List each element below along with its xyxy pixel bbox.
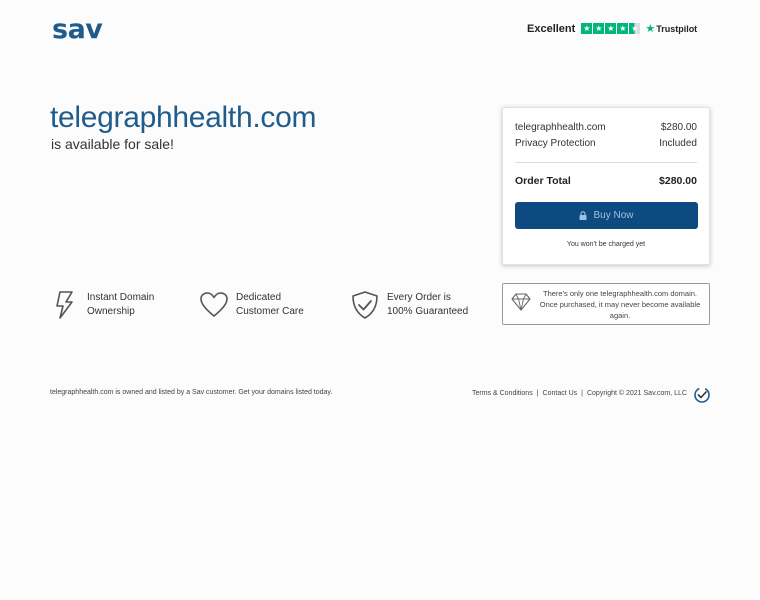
trustpilot-star-icon: ★ [645,23,656,35]
privacy-label: Privacy Protection [515,138,596,149]
trustpilot-label: Excellent [527,22,576,35]
unique-line3: again. [609,311,631,320]
footer-links [472,390,687,397]
order-item-price: $280.00 [660,122,697,133]
feature-instant-ownership [50,290,154,320]
trustpilot-brand [645,22,697,35]
half-star-icon: ★ [631,24,639,33]
feature-line1: Instant Domain [87,292,155,303]
order-item-label: telegraphhealth.com [515,122,606,133]
copyright-text: Copyright © 2021 Sav.com, LLC [586,390,687,397]
order-summary-card [502,107,710,265]
diamond-icon [511,293,531,311]
terms-link[interactable]: Terms & Conditions [472,390,533,397]
star-icon: ★ [583,24,591,33]
unique-domain-notice [502,283,710,325]
trustpilot-rating[interactable] [527,22,697,35]
order-item-row [515,122,697,133]
privacy-value: Included [659,138,697,149]
not-charged-note: You won't be charged yet [566,241,646,248]
sav-logo[interactable]: sav [52,14,103,45]
footer-separator: | [536,390,539,397]
lock-icon [579,211,587,220]
footer-listing-note[interactable]: telegraphhealth.com is owned and listed by a Sav customer. Get your domains listed today. [50,389,333,396]
shield-check-icon [350,290,380,320]
feature-customer-care [199,290,304,320]
order-divider [515,162,697,163]
buy-now-button[interactable] [515,202,698,229]
footer-separator: | [581,390,583,397]
lightning-icon [50,290,80,320]
feature-line1: Dedicated [236,292,282,303]
order-total-row [515,175,697,187]
order-total-value: $280.00 [659,175,697,187]
feature-line2: Ownership [87,306,135,317]
heart-icon [199,290,229,320]
star-icon: ★ [607,24,615,33]
privacy-row [515,138,697,149]
unique-line1: There's only one telegraphhealth.com domain. [542,289,698,298]
domain-title: telegraphhealth.com [50,101,317,134]
rating-stars [581,23,641,34]
trustpilot-brand-label: Trustpilot [656,23,698,34]
unique-line2: Once purchased, it may never become available [539,300,701,309]
feature-line1: Every Order is [387,292,451,303]
security-seal-icon[interactable] [693,386,711,404]
star-icon: ★ [595,24,603,33]
feature-guarantee [350,290,468,320]
contact-link[interactable]: Contact Us [542,390,578,397]
availability-subtitle: is available for sale! [51,136,174,152]
feature-line2: Customer Care [236,306,304,317]
buy-now-label: Buy Now [593,210,634,221]
feature-line2: 100% Guaranteed [387,306,469,317]
star-icon: ★ [619,24,627,33]
order-total-label: Order Total [515,175,571,187]
